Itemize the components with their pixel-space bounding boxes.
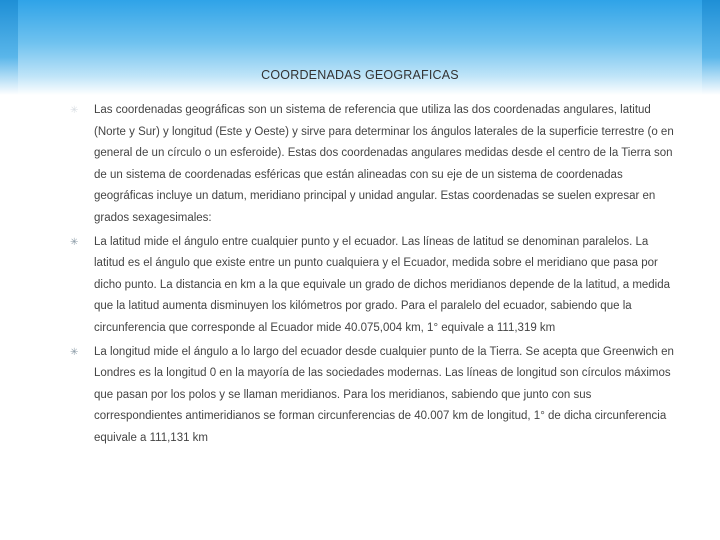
- asterisk-bullet-icon: ✳: [70, 346, 79, 358]
- bullet-text-3: La longitud mide el ángulo a lo largo del ecuador desde cualquier punto de la Tierra. Se acepta que Greenwich en Londres es la longitud 0 en la mayoría de las sociedades modernas. Las líneas de longitud son círculos máximos que pasan por los polos y se llaman meridianos. Para los meridianos, sabiendo que junto con sus correspondientes antimeridianos se forman circunferencias de 40.007 km de longitud, 1° de dicha circunferencia equivale a 111,131 km: [94, 345, 674, 444]
- bullet-text-1: Las coordenadas geográficas son un sistema de referencia que utiliza las dos coordenadas angulares, latitud (Norte y Sur) y longitud (Este y Oeste) y sirve para determinar los ángulos laterales de la superficie terrestre (o en general de un círculo o un esferoide). Estas dos coordenadas angulares medidas desde el centro de la Tierra son de un sistema de coordenadas esféricas que están alineadas con su eje de un sistema de coordenadas geográficas incluye un datum, meridiano principal y unidad angular. Estas coordenadas se suelen expresar en grados sexagesimales:: [94, 104, 674, 224]
- slide-title: COORDENADAS GEOGRAFICAS: [261, 68, 459, 82]
- asterisk-bullet-icon: ✳: [70, 236, 79, 248]
- asterisk-bullet-icon: ✳: [70, 105, 79, 116]
- bullet-item-2: [70, 232, 680, 340]
- bullet-item-3: [70, 342, 680, 450]
- bullet-list: [70, 100, 680, 452]
- bullet-text-2: La latitud mide el ángulo entre cualquier punto y el ecuador. Las líneas de latitud se denominan paralelos. La latitud es el ángulo que existe entre un punto cualquiera y el Ecuador, medida sobre el meridiano que pasa por dicho punto. La distancia en km a la que equivale un grado de dichos meridianos depende de la latitud, a medida que la latitud aumenta disminuyen los kilómetros por grado. Para el paralelo del ecuador, sabiendo que la circunferencia que corresponde al Ecuador mide 40.075,004 km, 1° equivale a 111,319 km: [94, 235, 671, 334]
- bullet-item-1: [70, 100, 680, 230]
